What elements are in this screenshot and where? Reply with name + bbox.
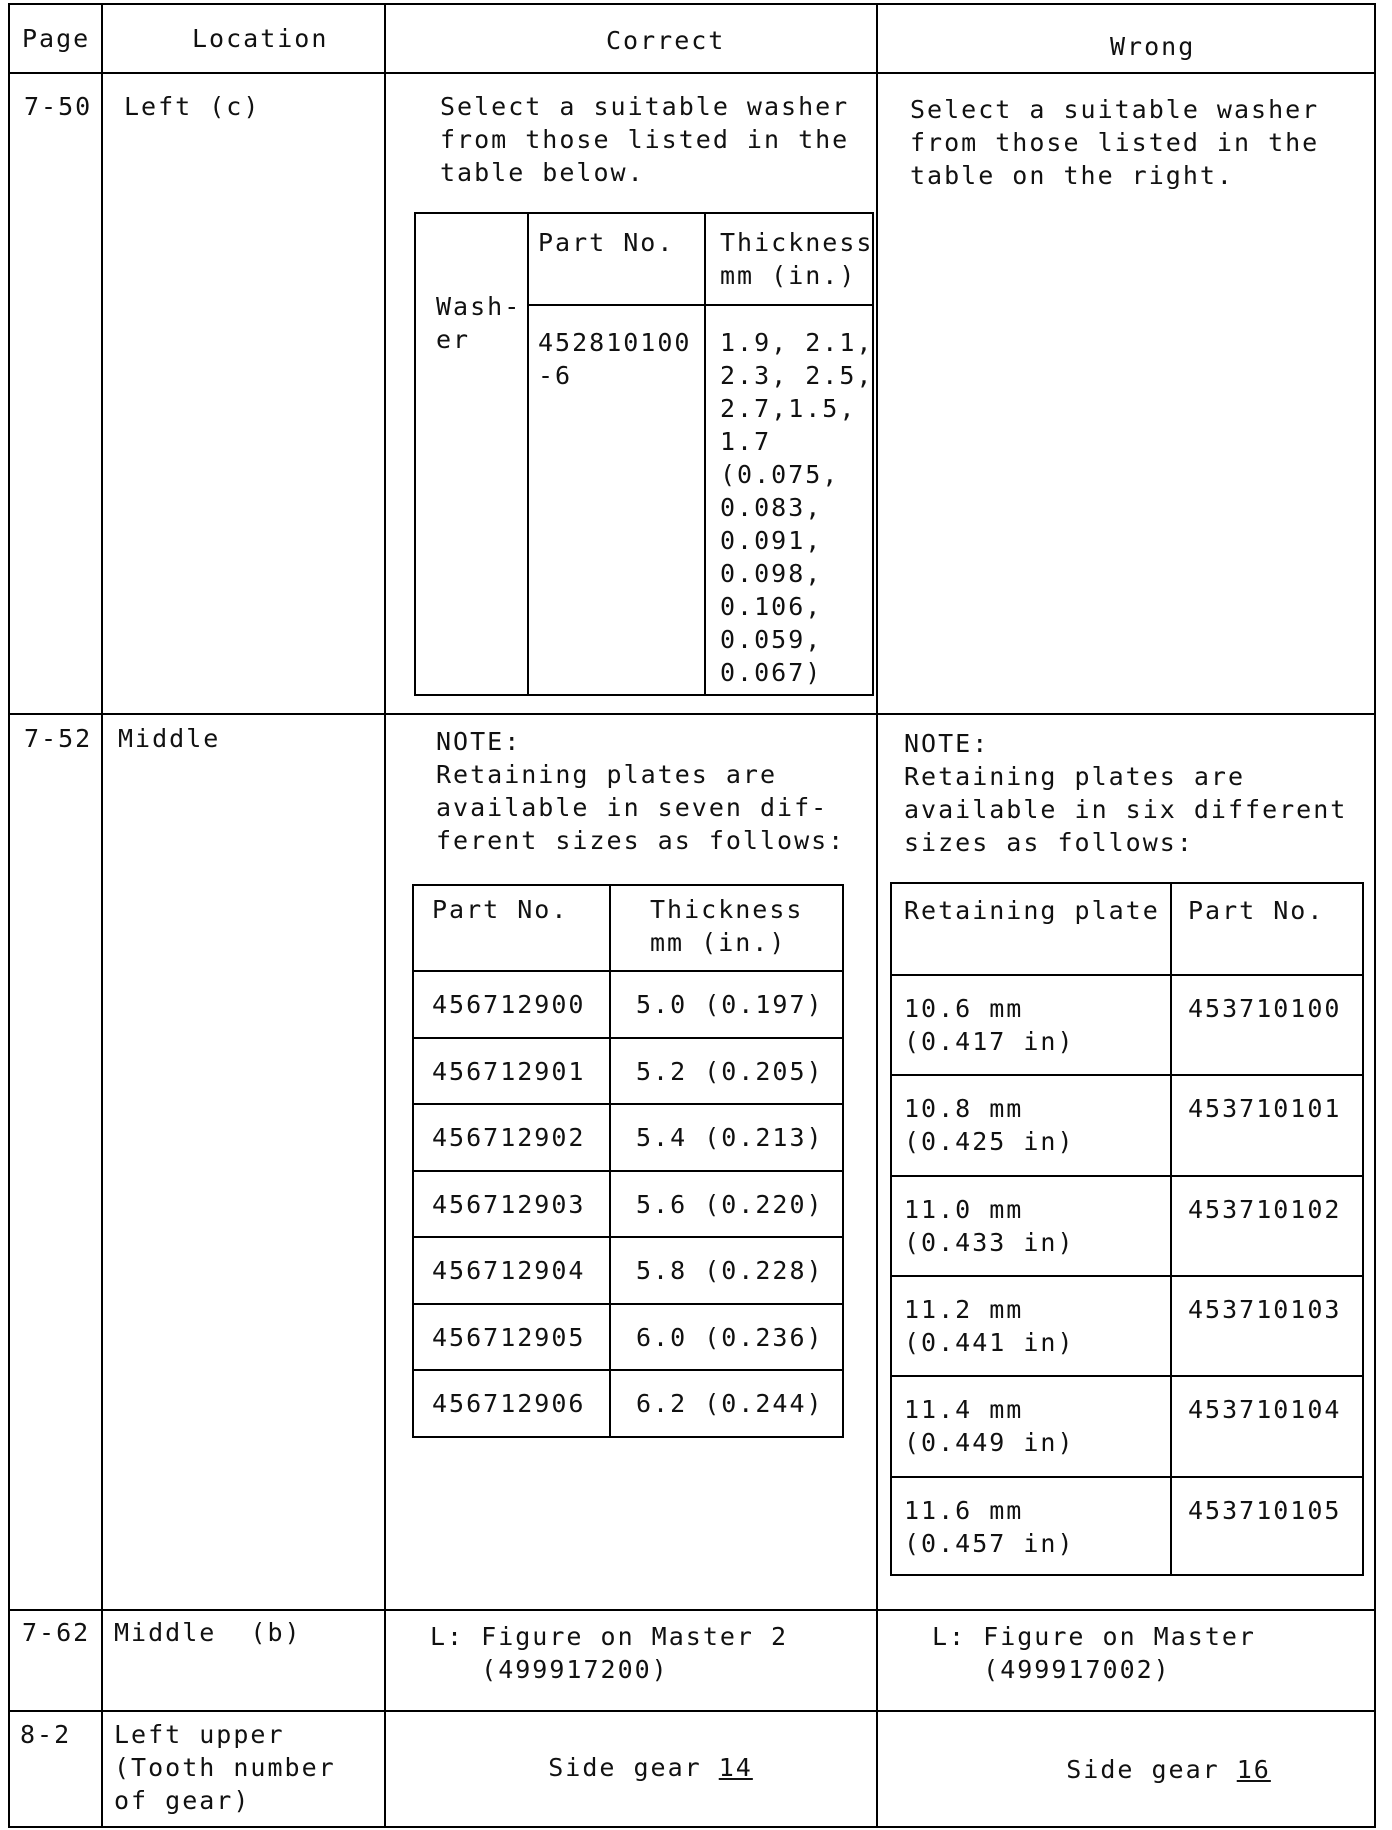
correct-plate-thickness: 6.0 (0.236) — [636, 1323, 824, 1352]
row-page: 7-50 — [24, 92, 93, 121]
table-line — [890, 974, 1364, 976]
correct-plate-part-no: 456712904 — [432, 1256, 586, 1285]
row-page: 7-52 — [24, 724, 93, 753]
grid-line — [8, 1710, 1376, 1712]
table-line — [890, 1476, 1364, 1478]
table-line — [412, 1369, 844, 1371]
header-page: Page — [22, 24, 91, 53]
table-line — [412, 1303, 844, 1305]
correct-text: NOTE: Retaining plates are available in seven dif- ferent sizes as follows: — [436, 727, 846, 855]
correct-plate-thickness: 5.2 (0.205) — [636, 1057, 824, 1086]
wrong-plate-size: 10.6 mm (0.417 in) — [904, 994, 1075, 1056]
side-gear-label: Side gear — [548, 1753, 719, 1782]
correct-text: L: Figure on Master 2 (499917200) — [430, 1622, 789, 1684]
table-line — [527, 304, 874, 306]
wrong-plate-col-retaining-plate: Retaining plate — [904, 896, 1160, 925]
row-location: Middle (b) — [114, 1618, 302, 1647]
tooth-number: 16 — [1236, 1755, 1271, 1784]
table-line — [412, 1037, 844, 1039]
tooth-number: 14 — [718, 1753, 753, 1782]
row-location: Left upper (Tooth number of gear) — [114, 1720, 336, 1815]
correct-plate-part-no: 456712900 — [432, 990, 586, 1019]
header-wrong: Wrong — [1110, 32, 1196, 61]
wrong-plate-col-part-no: Part No. — [1188, 896, 1325, 925]
wrong-plate-part-no: 453710105 — [1188, 1496, 1342, 1525]
correct-plate-part-no: 456712906 — [432, 1389, 586, 1418]
table-line — [412, 970, 844, 972]
washer-row-label: Wash- er — [436, 292, 522, 354]
table-line — [412, 1103, 844, 1105]
washer-col-thickness: Thickness mm (in.) — [720, 228, 874, 290]
wrong-plate-size: 11.0 mm (0.433 in) — [904, 1195, 1075, 1257]
row-page: 8-2 — [20, 1720, 72, 1749]
row-location: Left (c) — [124, 92, 261, 121]
table-line — [412, 1236, 844, 1238]
correct-plate-thickness: 5.6 (0.220) — [636, 1190, 824, 1219]
grid-line — [1374, 3, 1376, 1828]
table-line — [890, 1175, 1364, 1177]
washer-part-no: 452810100 -6 — [538, 328, 692, 390]
table-line — [890, 1275, 1364, 1277]
wrong-plate-size: 11.4 mm (0.449 in) — [904, 1395, 1075, 1457]
header-correct: Correct — [606, 26, 726, 55]
wrong-text: Select a suitable washer from those listed in the table on the right. — [910, 95, 1320, 190]
correct-plate-part-no: 456712902 — [432, 1123, 586, 1152]
grid-line — [384, 3, 386, 1828]
washer-thickness: 1.9, 2.1, 2.3, 2.5, 2.7,1.5, 1.7 (0.075, 0.083, 0.091, 0.098, 0.106, 0.059, 0.067) — [720, 328, 874, 687]
table-line — [609, 884, 611, 1438]
table-line — [527, 212, 529, 696]
header-location: Location — [192, 24, 329, 53]
grid-line — [101, 3, 103, 1828]
grid-line — [8, 1609, 1376, 1611]
wrong-text: L: Figure on Master (499917002) — [932, 1622, 1256, 1684]
correct-plate-part-no: 456712901 — [432, 1057, 586, 1086]
correct-plate-thickness: 5.0 (0.197) — [636, 990, 824, 1019]
table-line — [890, 1074, 1364, 1076]
wrong-plate-part-no: 453710104 — [1188, 1395, 1342, 1424]
wrong-plate-size: 11.2 mm (0.441 in) — [904, 1295, 1075, 1357]
correct-plate-thickness: 6.2 (0.244) — [636, 1389, 824, 1418]
wrong-plate-size: 11.6 mm (0.457 in) — [904, 1496, 1075, 1558]
correct-plate-col-part-no: Part No. — [432, 895, 569, 924]
grid-line — [8, 3, 1376, 5]
table-line — [704, 212, 706, 696]
wrong-text — [998, 1720, 1271, 1819]
correct-plate-col-thickness: Thickness mm (in.) — [650, 895, 804, 957]
grid-line — [8, 1826, 1376, 1828]
grid-line — [8, 3, 10, 1828]
table-line — [890, 1375, 1364, 1377]
correct-plate-part-no: 456712905 — [432, 1323, 586, 1352]
correct-plate-table — [412, 884, 844, 1438]
wrong-plate-part-no: 453710101 — [1188, 1094, 1342, 1123]
grid-line — [8, 713, 1376, 715]
correct-text — [480, 1718, 753, 1817]
correct-plate-thickness: 5.8 (0.228) — [636, 1256, 824, 1285]
row-location: Middle — [118, 724, 221, 753]
side-gear-label: Side gear — [1066, 1755, 1237, 1784]
correct-plate-thickness: 5.4 (0.213) — [636, 1123, 824, 1152]
wrong-plate-part-no: 453710103 — [1188, 1295, 1342, 1324]
table-line — [412, 1170, 844, 1172]
grid-line — [8, 72, 1376, 74]
table-line — [1170, 882, 1172, 1576]
washer-col-part-no: Part No. — [538, 228, 675, 257]
wrong-plate-part-no: 453710100 — [1188, 994, 1342, 1023]
grid-line — [876, 3, 878, 1828]
wrong-plate-size: 10.8 mm (0.425 in) — [904, 1094, 1075, 1156]
row-page: 7-62 — [22, 1618, 91, 1647]
correct-text: Select a suitable washer from those listed in the table below. — [440, 92, 850, 187]
wrong-text: NOTE: Retaining plates are available in six different sizes as follows: — [904, 729, 1348, 857]
wrong-plate-part-no: 453710102 — [1188, 1195, 1342, 1224]
correct-plate-part-no: 456712903 — [432, 1190, 586, 1219]
